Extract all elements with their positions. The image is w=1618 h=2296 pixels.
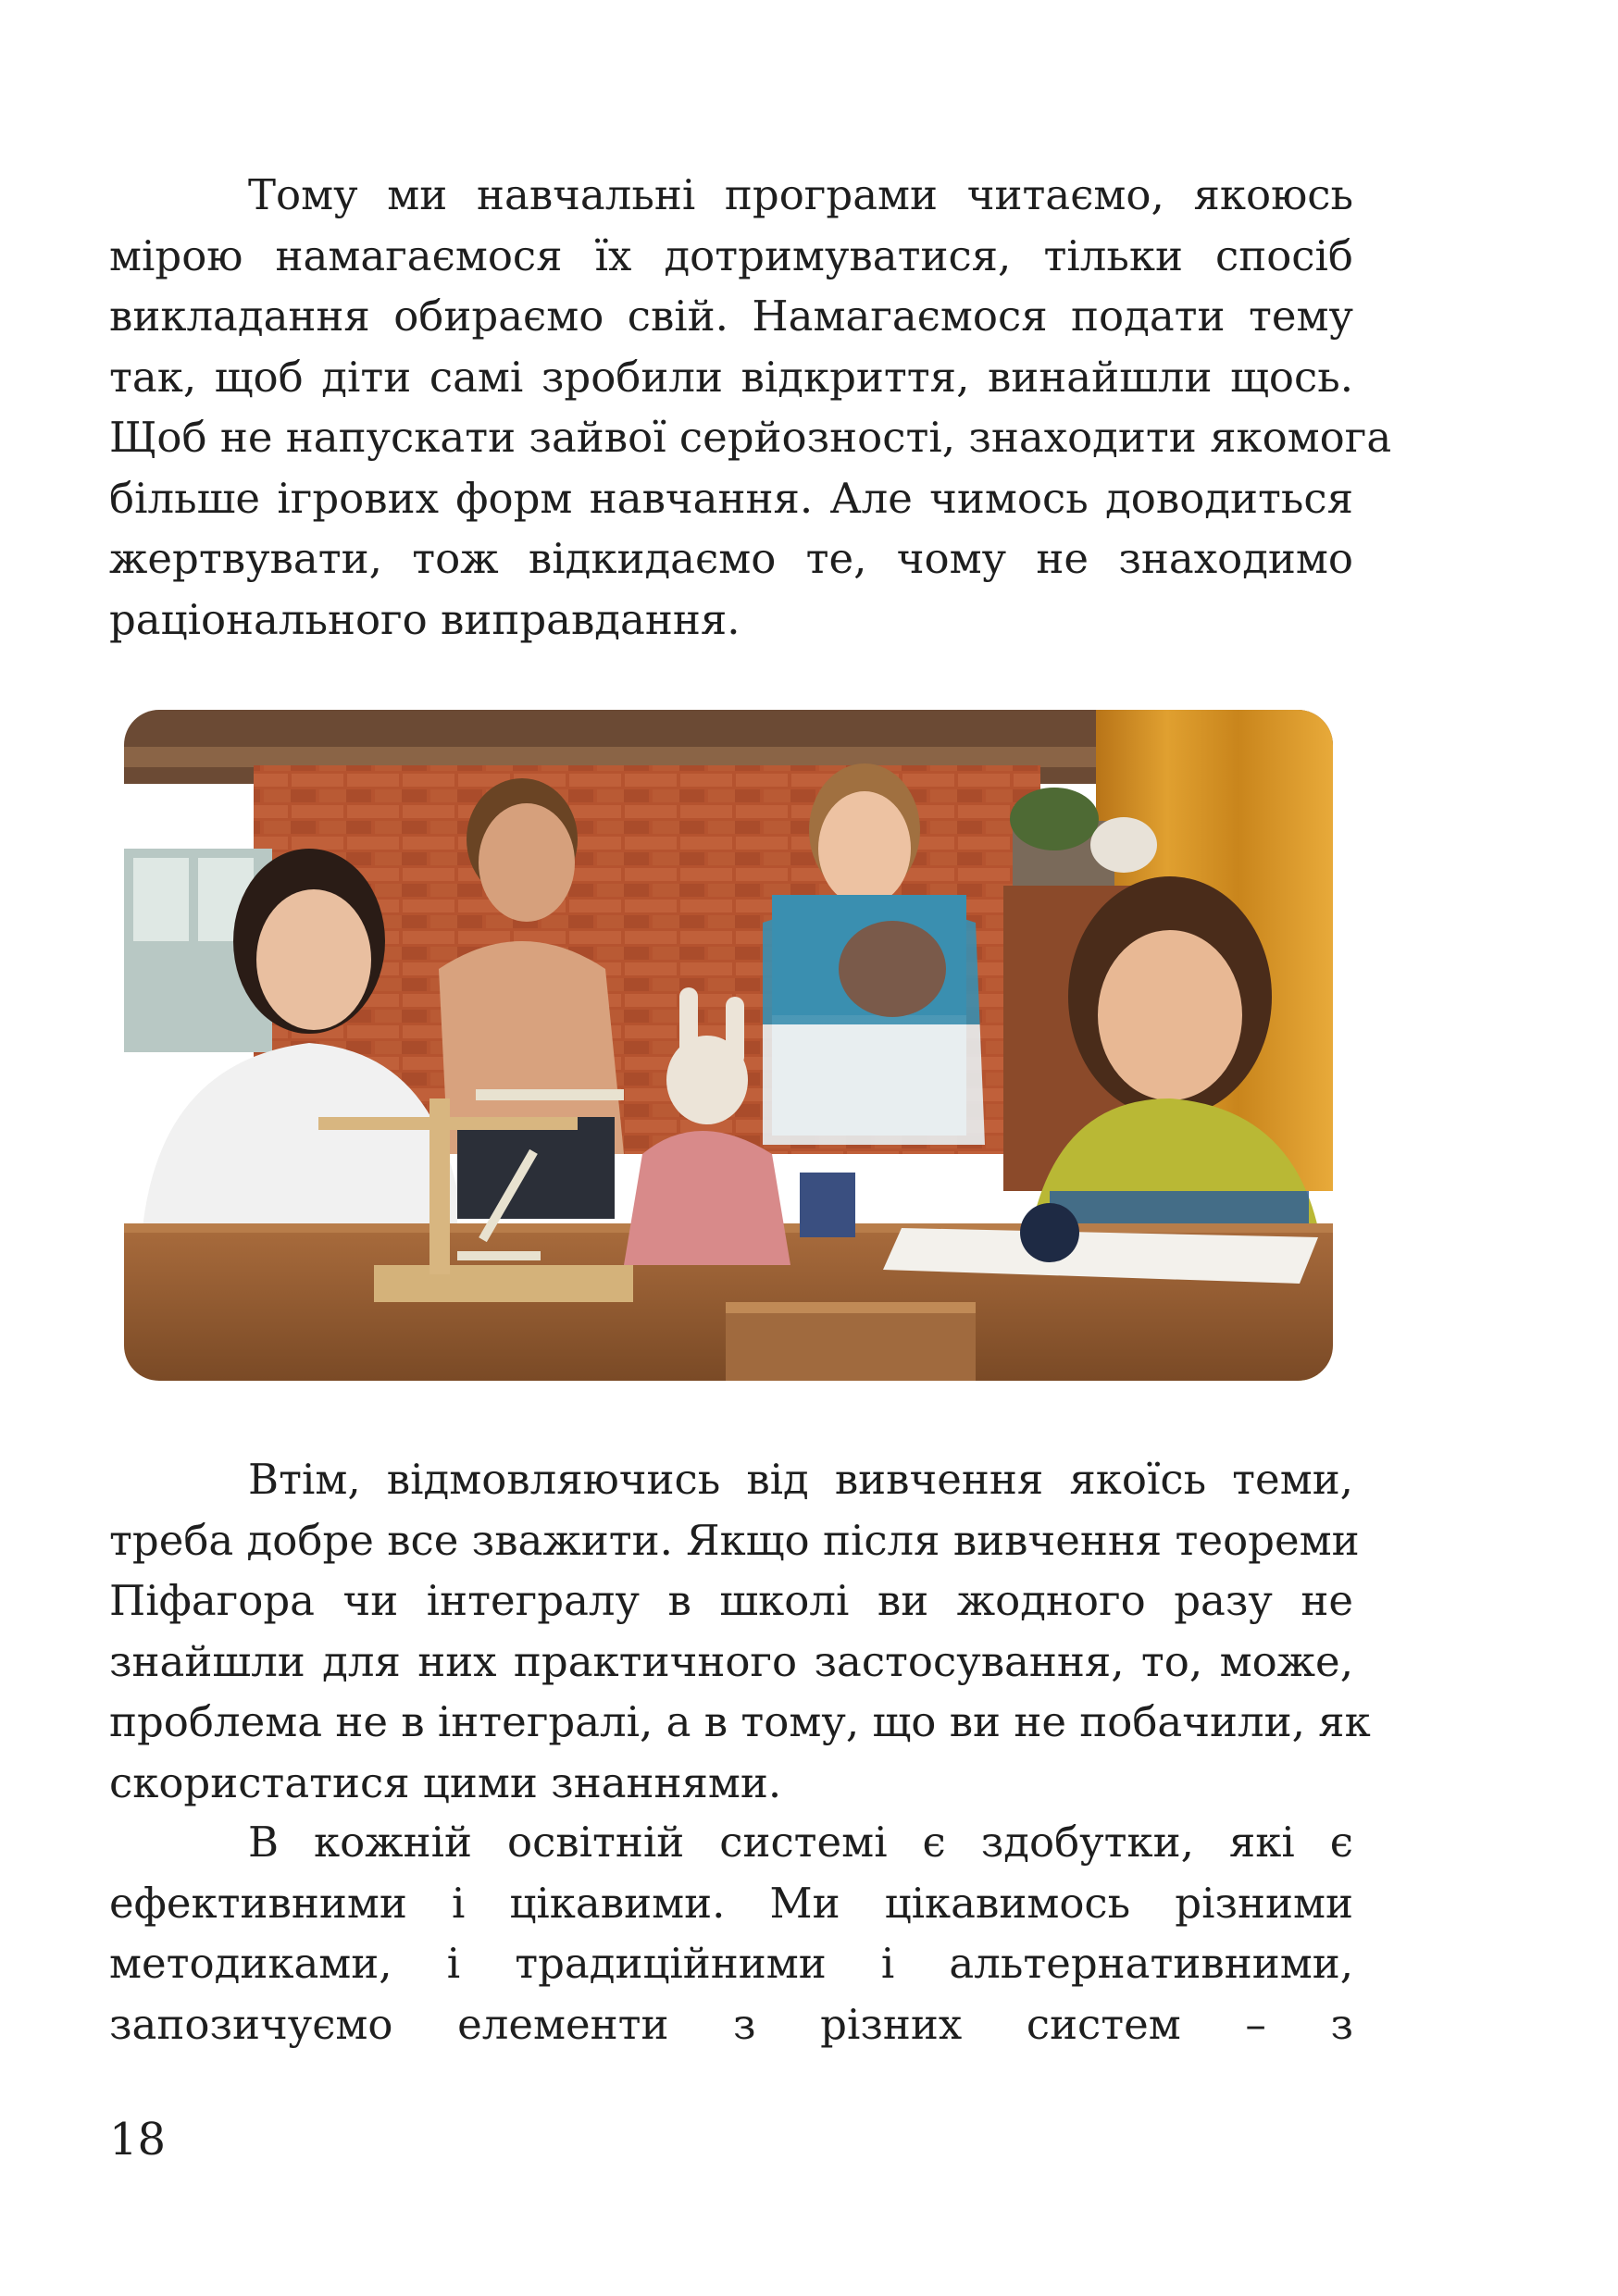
text-line: Тому ми навчальні програми читаємо, якоюсь	[248, 170, 1353, 219]
text-line: раціонального виправдання.	[109, 594, 741, 644]
text-line: Щоб не напускати зайвої серйозності, знаходити якомога	[109, 413, 1392, 462]
text-line: викладання обираємо свій. Намагаємося подати тему	[109, 292, 1353, 341]
text-line: так, щоб діти самі зробили відкриття, винайшли щось.	[109, 352, 1353, 402]
text-line: треба добре все зважити. Якщо після вивчення теореми	[109, 1515, 1360, 1565]
text-line: більше ігрових форм навчання. Але чимось доводиться	[109, 473, 1353, 523]
text-line: проблема не в інтегралі, а в тому, що ви не побачили, як	[109, 1697, 1371, 1746]
text-line: жертвувати, тож відкидаємо те, чому не знаходимо	[109, 534, 1353, 583]
text-line: скористатися цими знаннями.	[109, 1757, 782, 1807]
paragraph-3	[109, 1812, 1353, 2054]
text-line: запозичуємо елементи з різних систем – з	[109, 1999, 1353, 2049]
text-line: В кожній освітній системі є здобутки, які є	[248, 1818, 1353, 1867]
page-number: 18	[109, 2114, 167, 2166]
paragraph-1	[109, 165, 1392, 650]
photo-children-experiment	[124, 710, 1333, 1381]
text-line: знайшли для них практичного застосування, то, може,	[109, 1636, 1353, 1686]
text-line: Втім, відмовляючись від вивчення якоїсь теми,	[248, 1455, 1353, 1504]
text-line: ефективними і цікавими. Ми цікавимось різними	[109, 1878, 1353, 1928]
text-line: Піфагора чи інтегралу в школі ви жодного разу не	[109, 1576, 1353, 1625]
text-line: методиками, і традиційними і альтернативними,	[109, 1939, 1353, 1988]
text-line: мірою намагаємося їх дотримуватися, тільки спосіб	[109, 230, 1353, 280]
paragraph-2	[109, 1449, 1371, 1813]
